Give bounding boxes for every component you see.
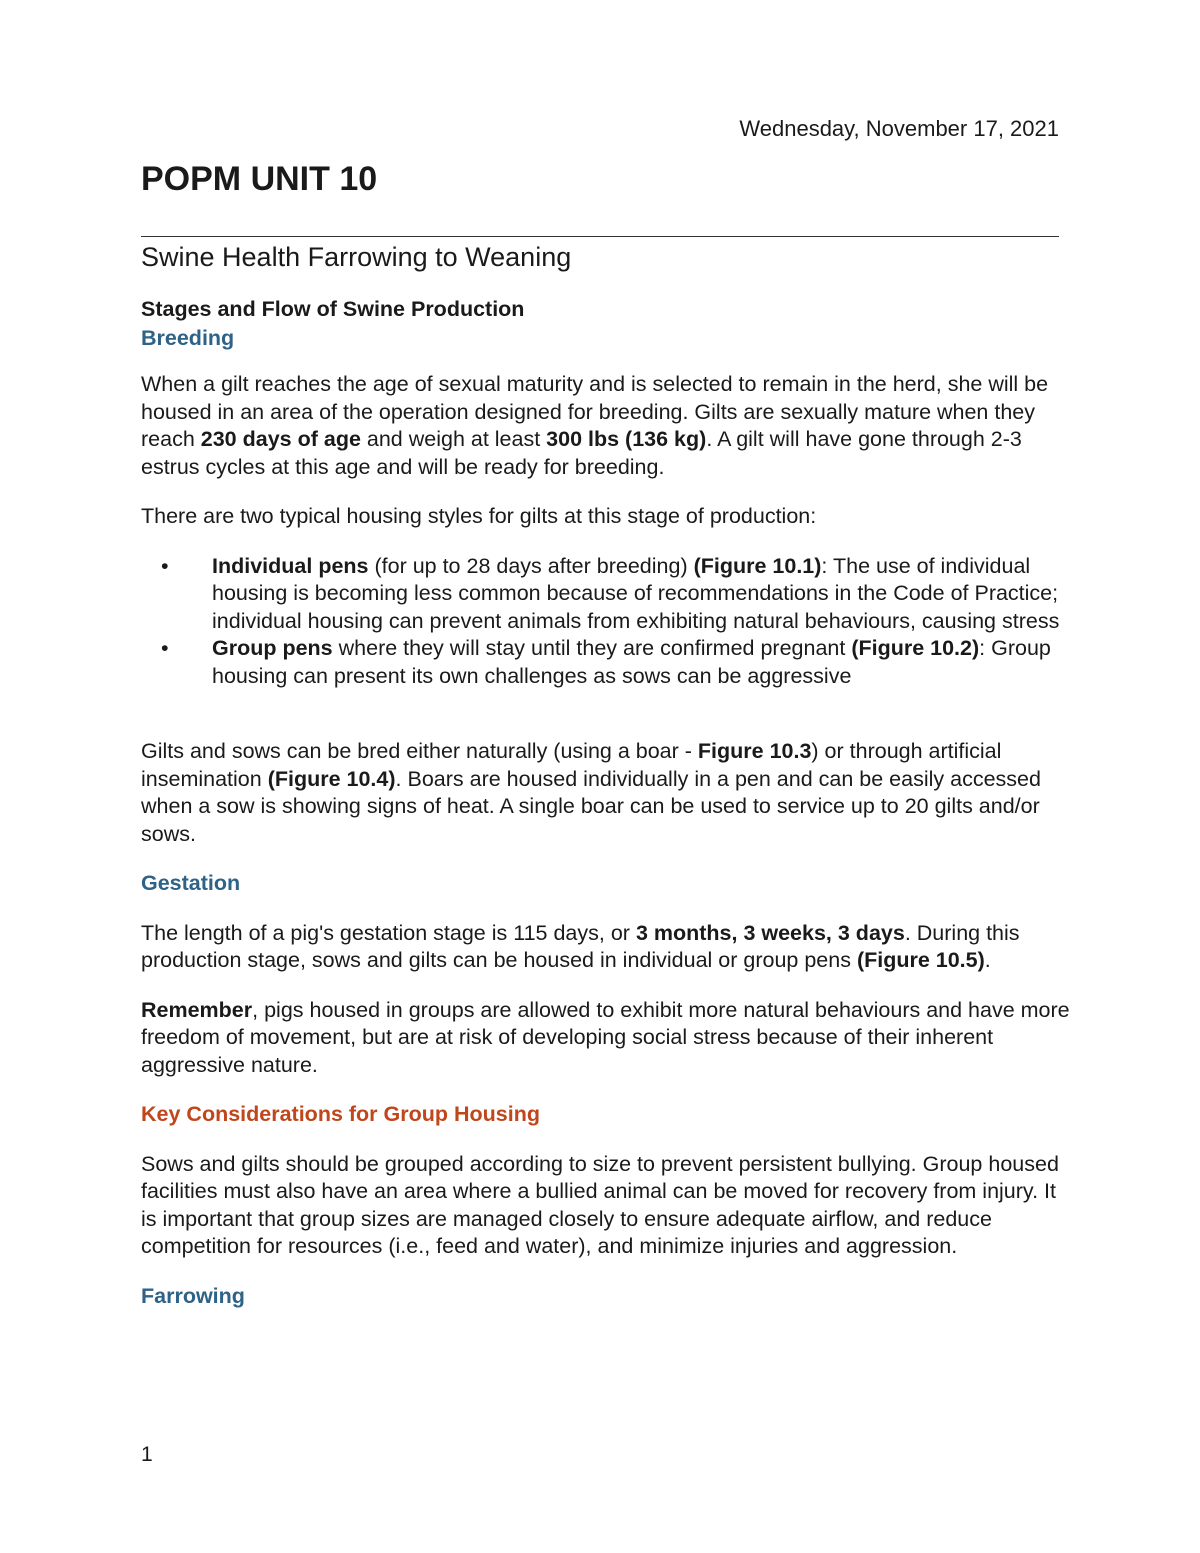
breeding-paragraph-3: Gilts and sows can be bred either naturally (using a boar - Figure 10.3) or through artificial insemination (Figure 10.4). Boars are housed individually in a pen and can be easily accessed when a sow is showing signs of heat. A single boar can be used to service up to 20 gilts and/or sows. <box>141 739 1041 846</box>
section-farrowing-heading: Farrowing <box>141 1283 245 1308</box>
gestation-paragraph-1: The length of a pig's gestation stage is 115 days, or 3 months, 3 weeks, 3 days. During this production stage, sows and gilts can be housed in individual or group pens (Figure 10.5). <box>141 920 1020 972</box>
page-subtitle: Swine Health Farrowing to Weaning <box>141 242 572 272</box>
list-item: • Group pens where they will stay until they are confirmed pregnant (Figure 10.2): Group housing can present its own challenges as sows can be aggressive <box>161 636 1051 688</box>
gestation-paragraph-2: Remember, pigs housed in groups are allowed to exhibit more natural behaviours and have more freedom of movement, but are at risk of developing social stress because of their inherent aggressive nature. <box>141 997 1070 1077</box>
section-breeding-heading: Breeding <box>141 325 235 350</box>
bullet-marker: • <box>161 636 169 660</box>
document-body <box>141 296 1071 1310</box>
section-group-housing-heading: Key Considerations for Group Housing <box>141 1102 540 1126</box>
breeding-paragraph-2: There are two typical housing styles for gilts at this stage of production: <box>141 504 817 528</box>
housing-list <box>141 553 1071 691</box>
list-item: • Individual pens (for up to 28 days after breeding) (Figure 10.1): The use of individual housing is becoming less common because of recommendations in the Code of Practice; individual housing can prevent animals from exhibiting natural behaviours, causing stress <box>161 553 1060 633</box>
document-date: Wednesday, November 17, 2021 <box>739 116 1059 141</box>
group-housing-paragraph: Sows and gilts should be grouped according to size to prevent persistent bullying. Group housed facilities must also have an area where a bullied animal can be moved for recovery from injury. It is important that group sizes are managed closely to ensure adequate airflow, and reduce competition for resources (i.e., feed and water), and minimize injuries and aggression. <box>141 1151 1059 1258</box>
section-gestation-heading: Gestation <box>141 871 241 895</box>
title-divider <box>141 236 1059 237</box>
page-title: POPM UNIT 10 <box>141 160 378 198</box>
breeding-paragraph-1: When a gilt reaches the age of sexual maturity and is selected to remain in the herd, she will be housed in an area of the operation designed for breeding. Gilts are sexually mature when they reach 230 days of age and weigh at least 300 lbs (136 kg). A gilt will have gone through 2-3 estrus cycles at this age and will be ready for breeding. <box>141 372 1049 479</box>
page-number: 1 <box>141 1443 153 1466</box>
section-stages-heading: Stages and Flow of Swine Production <box>141 297 525 321</box>
bullet-marker: • <box>161 553 169 578</box>
